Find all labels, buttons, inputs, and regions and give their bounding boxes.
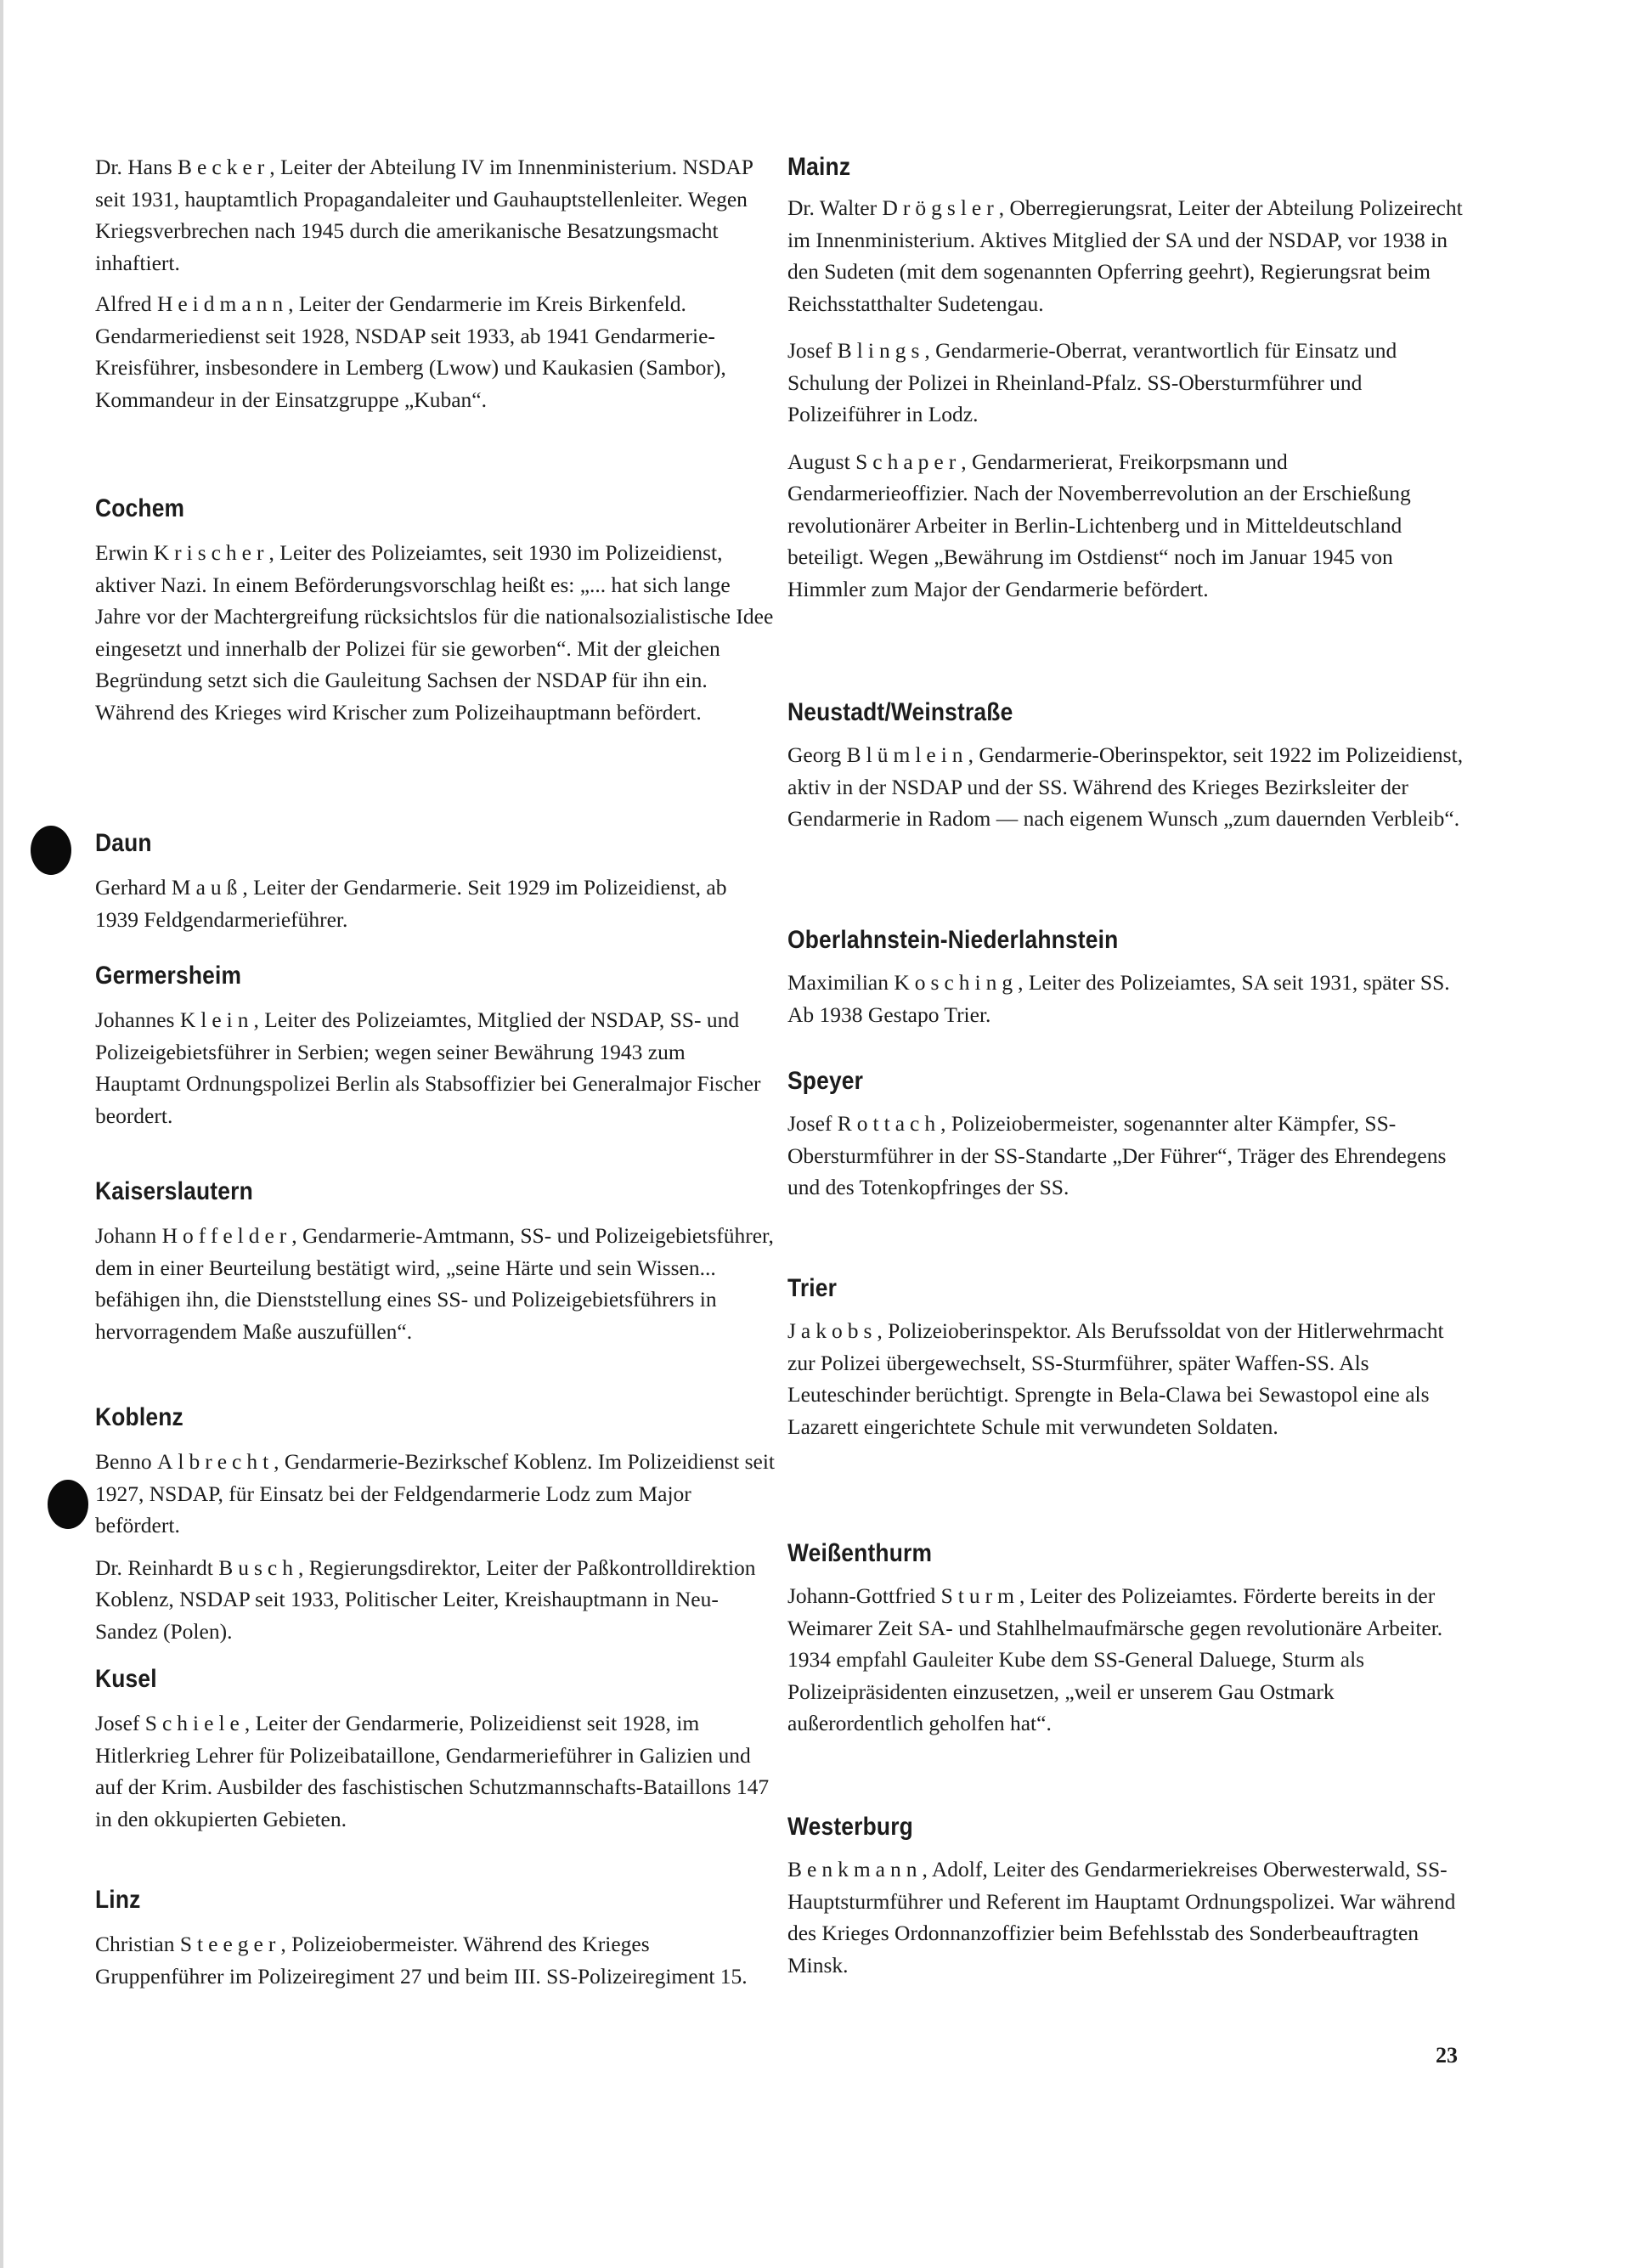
entry: Erwin Krischer, Leiter des Polizeiamtes, seit 1930 im Polizeidienst, aktiver Nazi. In einem Beförderungsvorschlag heißt es: „... hat sich lange Jahre vor der Machtergreifung rücksichtslos für die nationalsozialistische Idee eingesetzt und innerhalb der Polizei für sie geworben“. Mit der gleichen Begründung setzt sich die Gauleitung Sachsen der NSDAP für ihn ein. Während des Krieges wird Krischer zum Polizeihauptmann befördert.	[95, 540, 774, 725]
section-weissenthurm	[787, 1539, 1467, 1740]
person-name: Schaper	[855, 449, 962, 474]
section-trier	[787, 1274, 1467, 1442]
person-name: Krischer	[153, 540, 269, 565]
person-name: Klein	[179, 1007, 254, 1032]
section-intro	[95, 151, 775, 415]
person-name: Blümlein	[846, 742, 968, 767]
section-koblenz	[95, 1403, 775, 1647]
entry: Dr. Hans Becker, Leiter der Abteilung IV im Innenministerium. NSDAP seit 1931, hauptamtlich Propagandaleiter und Gauhauptstellenleiter. Wegen Kriegsverbrechen nach 1945 durch die amerikanische Besatzungsmacht inhaftiert.	[95, 155, 753, 275]
section-heading: Kusel	[95, 1665, 157, 1693]
section-linz	[95, 1886, 775, 1992]
entry: Johann-Gottfried Sturm, Leiter des Polizeiamtes. Förderte bereits in der Weimarer Zeit SA- und Stahlhelmaufmärsche gegen revolutionäre Arbeiter. 1934 empfahl Gauleiter Kube dem SS-General Daluege, Sturm als Polizeipräsidenten einzusetzen, „weil er unserem Gau Ostmark außerordentlich geholfen hat“.	[787, 1583, 1443, 1735]
punch-hole	[31, 826, 71, 875]
person-name: Steeger	[179, 1932, 281, 1956]
entry: Johannes Klein, Leiter des Polizeiamtes, Mitglied der NSDAP, SS- und Polizeigebietsführer in Serbien; wegen seiner Bewährung 1943 zum Hauptamt Ordnungspolizei Berlin als Stabsoffizier bei Generalmajor Fischer beordert.	[95, 1007, 761, 1128]
entry: Alfred Heidmann, Leiter der Gendarmerie im Kreis Birkenfeld. Gendarmeriedienst seit 1928, NSDAP seit 1933, ab 1941 Gendarmerie-Kreisführer, insbesondere in Lemberg (Lwow) und Kaukasien (Sambor), Kommandeur in der Einsatzgruppe „Kuban“.	[95, 291, 726, 412]
person-name: Schiele	[144, 1711, 245, 1735]
person-name: Hoffelder	[161, 1223, 292, 1248]
section-heading: Cochem	[95, 494, 185, 522]
entry: Benno Albrecht, Gendarmerie-Bezirkschef Koblenz. Im Polizeidienst seit 1927, NSDAP, für Einsatz bei der Feldgendarmerie Lodz zum Major befördert.	[95, 1449, 776, 1537]
person-name: Drögsler	[882, 195, 999, 220]
entry: Georg Blümlein, Gendarmerie-Oberinspektor, seit 1922 im Polizeidienst, aktiv in der NSDAP und der SS. Während des Krieges Bezirksleiter der Gendarmerie in Radom — nach eigenem Wunsch „zum dauernden Verbleib“.	[787, 742, 1464, 831]
entry: Maximilian Kosching, Leiter des Polizeiamtes, SA seit 1931, später SS. Ab 1938 Gestapo Trier.	[787, 970, 1450, 1027]
section-daun	[95, 829, 775, 935]
section-heading: Westerburg	[787, 1813, 913, 1841]
section-cochem	[95, 494, 775, 728]
entry: Benkmann, Adolf, Leiter des Gendarmeriekreises Oberwesterwald, SS-Hauptsturmführer und Referent im Hauptamt Ordnungspolizei. War während des Krieges Ordonnanzoffizier beim Befehlsstab des Sonderbeauftragten Minsk.	[787, 1857, 1456, 1977]
entry: Josef Rottach, Polizeiobermeister, sogenannter alter Kämpfer, SS-Obersturmführer in der SS-Standarte „Der Führer“, Träger des Ehrendegens und des Totenkopfringes der SS.	[787, 1111, 1447, 1199]
section-oberlahnstein	[787, 926, 1467, 1030]
section-kaiserslautern	[95, 1177, 775, 1347]
entry: Gerhard Mauß, Leiter der Gendarmerie. Seit 1929 im Polizeidienst, ab 1939 Feldgendarmerieführer.	[95, 875, 727, 932]
person-name: Kosching	[894, 970, 1019, 995]
page-number: 23	[1436, 2043, 1458, 2068]
person-name: Sturm	[940, 1583, 1019, 1608]
section-heading: Speyer	[787, 1067, 864, 1095]
section-mainz	[787, 153, 1467, 605]
section-heading: Neustadt/Weinstraße	[787, 698, 1013, 726]
section-heading: Daun	[95, 829, 152, 857]
scan-edge	[0, 0, 3, 2268]
person-name: Mauß	[171, 875, 243, 900]
section-heading: Germersheim	[95, 962, 242, 990]
person-name: Rottach	[837, 1111, 941, 1136]
entry: Josef Schiele, Leiter der Gendarmerie, Polizeidienst seit 1928, im Hitlerkrieg Lehrer für Polizeibataillone, Gendarmerieführer in Galizien und auf der Krim. Ausbilder des faschistischen Schutzmannschafts-Bataillons 147 in den okkupierten Gebieten.	[95, 1711, 770, 1831]
punch-hole	[48, 1480, 88, 1529]
entry: Dr. Walter Drögsler, Oberregierungsrat, Leiter der Abteilung Polizeirecht im Innenministerium. Aktives Mitglied der SA und der NSDAP, vor 1938 in den Sudeten (mit dem sogenannten Opferring geehrt), Regierungsrat beim Reichsstatthalter Sudetengau.	[787, 195, 1463, 316]
section-heading: Mainz	[787, 153, 851, 181]
person-name: Albrecht	[156, 1449, 274, 1474]
person-name: Busch	[218, 1554, 298, 1580]
entry: Dr. Reinhardt Busch, Regierungsdirektor, Leiter der Paßkontrolldirektion Koblenz, NSDAP seit 1933, Politischer Leiter, Kreishauptmann in Neu-Sandez (Polen).	[95, 1554, 756, 1644]
entry: Josef Blings, Gendarmerie-Oberrat, verantwortlich für Einsatz und Schulung der Polizei in Rheinland-Pfalz. SS-Obersturmführer und Polizeiführer in Lodz.	[787, 338, 1397, 426]
entry: August Schaper, Gendarmerierat, Freikorpsmann und Gendarmerieoffizier. Nach der Novemberrevolution an der Erschießung revolutionärer Arbeiter in Berlin-Lichtenberg und in Mitteldeutschland beteiligt. Wegen „Bewährung im Ostdienst“ noch im Januar 1945 von Himmler zum Major der Gendarmerie befördert.	[787, 449, 1411, 601]
section-heading: Kaiserslautern	[95, 1177, 253, 1205]
person-name: Benkmann	[787, 1857, 923, 1882]
section-heading: Trier	[787, 1274, 838, 1302]
section-speyer	[787, 1067, 1467, 1204]
entry: Johann Hoffelder, Gendarmerie-Amtmann, SS- und Polizeigebietsführer, dem in einer Beurteilung bestätigt wird, „seine Härte und sein Wissen... befähigen ihn, die Dienststellung eines SS- und Polizeigebietsführers in hervorragendem Maße auszufüllen“.	[95, 1223, 774, 1344]
section-neustadt	[787, 698, 1467, 835]
person-name: Jakobs	[787, 1318, 878, 1343]
section-westerburg	[787, 1813, 1467, 1981]
section-heading: Weißenthurm	[787, 1539, 933, 1567]
person-name: Blings	[837, 338, 925, 363]
entry: Christian Steeger, Polizeiobermeister. Während des Krieges Gruppenführer im Polizeiregiment 27 und beim III. SS-Polizeiregiment 15.	[95, 1932, 748, 1989]
person-name: Heidmann	[156, 291, 289, 316]
section-kusel	[95, 1665, 775, 1835]
section-heading: Koblenz	[95, 1403, 183, 1431]
section-heading: Oberlahnstein-Niederlahnstein	[787, 926, 1119, 954]
section-heading: Linz	[95, 1886, 141, 1914]
person-name: Becker	[178, 155, 270, 179]
entry: Jakobs, Polizeioberinspektor. Als Berufssoldat von der Hitlerwehrmacht zur Polizei übergewechselt, SS-Sturmführer, später Waffen-SS. Als Leuteschinder berüchtigt. Sprengte in Bela-Clawa bei Sewastopol eine als Lazarett eingerichtete Schule mit verwundeten Soldaten.	[787, 1318, 1444, 1439]
section-germersheim	[95, 962, 775, 1131]
